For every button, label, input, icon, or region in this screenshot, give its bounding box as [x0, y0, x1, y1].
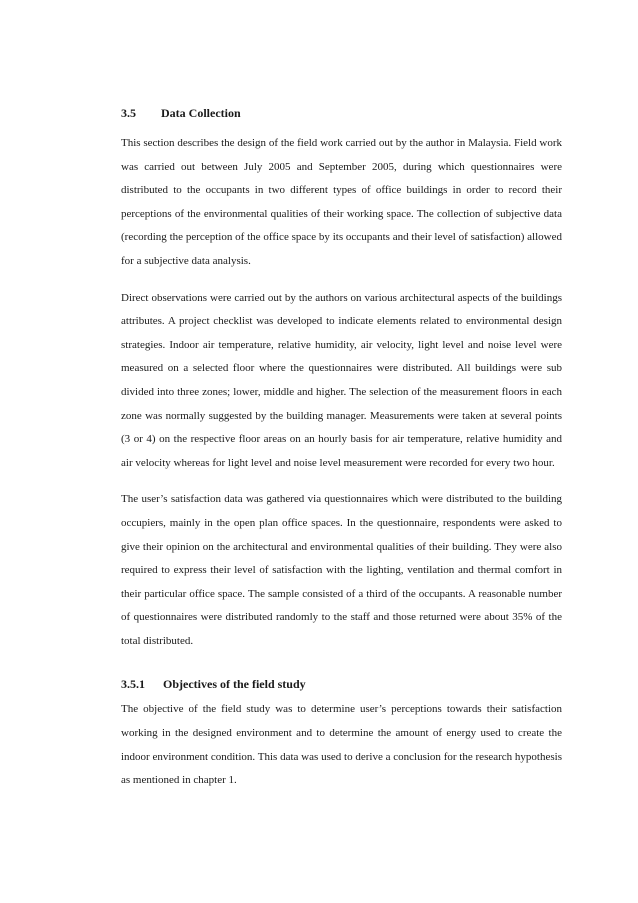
document-page: [121, 104, 562, 793]
section-heading: [121, 104, 562, 122]
paragraph-objectives: The objective of the field study was to determine user’s perceptions towards their satisfaction working in the designed environment and to determine the amount of energy used to create the indoor environment condition. This data was used to derive a conclusion for the research hypothesis as mentioned in chapter 1.: [121, 703, 562, 787]
subsection-title: Objectives of the field study: [163, 677, 306, 692]
paragraph-data-collection-intro: This section describes the design of the field work carried out by the author in Malaysia. Field work was carried out between July 2005 and September 2005, during which questionnaires were distributed to the occupants in two different types of office buildings in order to record their perceptions of the environmental qualities of their working space. The collection of subjective data (recording the perception of the office space by its occupants and their level of satisfaction) allowed for a subjective data analysis.: [121, 137, 562, 267]
section-number: 3.5: [121, 106, 136, 120]
paragraph-direct-observations: Direct observations were carried out by the authors on various architectural aspects of the buildings attributes. A project checklist was developed to indicate elements related to environmental design strategies. Indoor air temperature, relative humidity, air velocity, light level and noise level were measured on a selected floor where the questionnaires were distributed. All buildings were sub divided into three zones; lower, middle and higher. The selection of the measurement floors in each zone was normally suggested by the building manager. Measurements were taken at several points (3 or 4) on the respective floor areas on an hourly basis for air temperature, relative humidity and air velocity whereas for light level and noise level measurement were recorded for every two hour.: [121, 291, 562, 469]
subsection-heading: [121, 675, 562, 693]
paragraph-user-satisfaction: The user’s satisfaction data was gathered via questionnaires which were distributed to the building occupiers, mainly in the open plan office spaces. In the questionnaire, respondents were asked to give their opinion on the architectural and environmental qualities of their building. They were also required to express their level of satisfaction with the lighting, ventilation and thermal comfort in their particular office space. The sample consisted of a third of the occupants. A reasonable number of questionnaires were distributed randomly to the staff and those returned were about 35% of the total distributed.: [121, 493, 562, 647]
subsection-number: 3.5.1: [121, 677, 145, 692]
section-title: Data Collection: [161, 106, 241, 120]
